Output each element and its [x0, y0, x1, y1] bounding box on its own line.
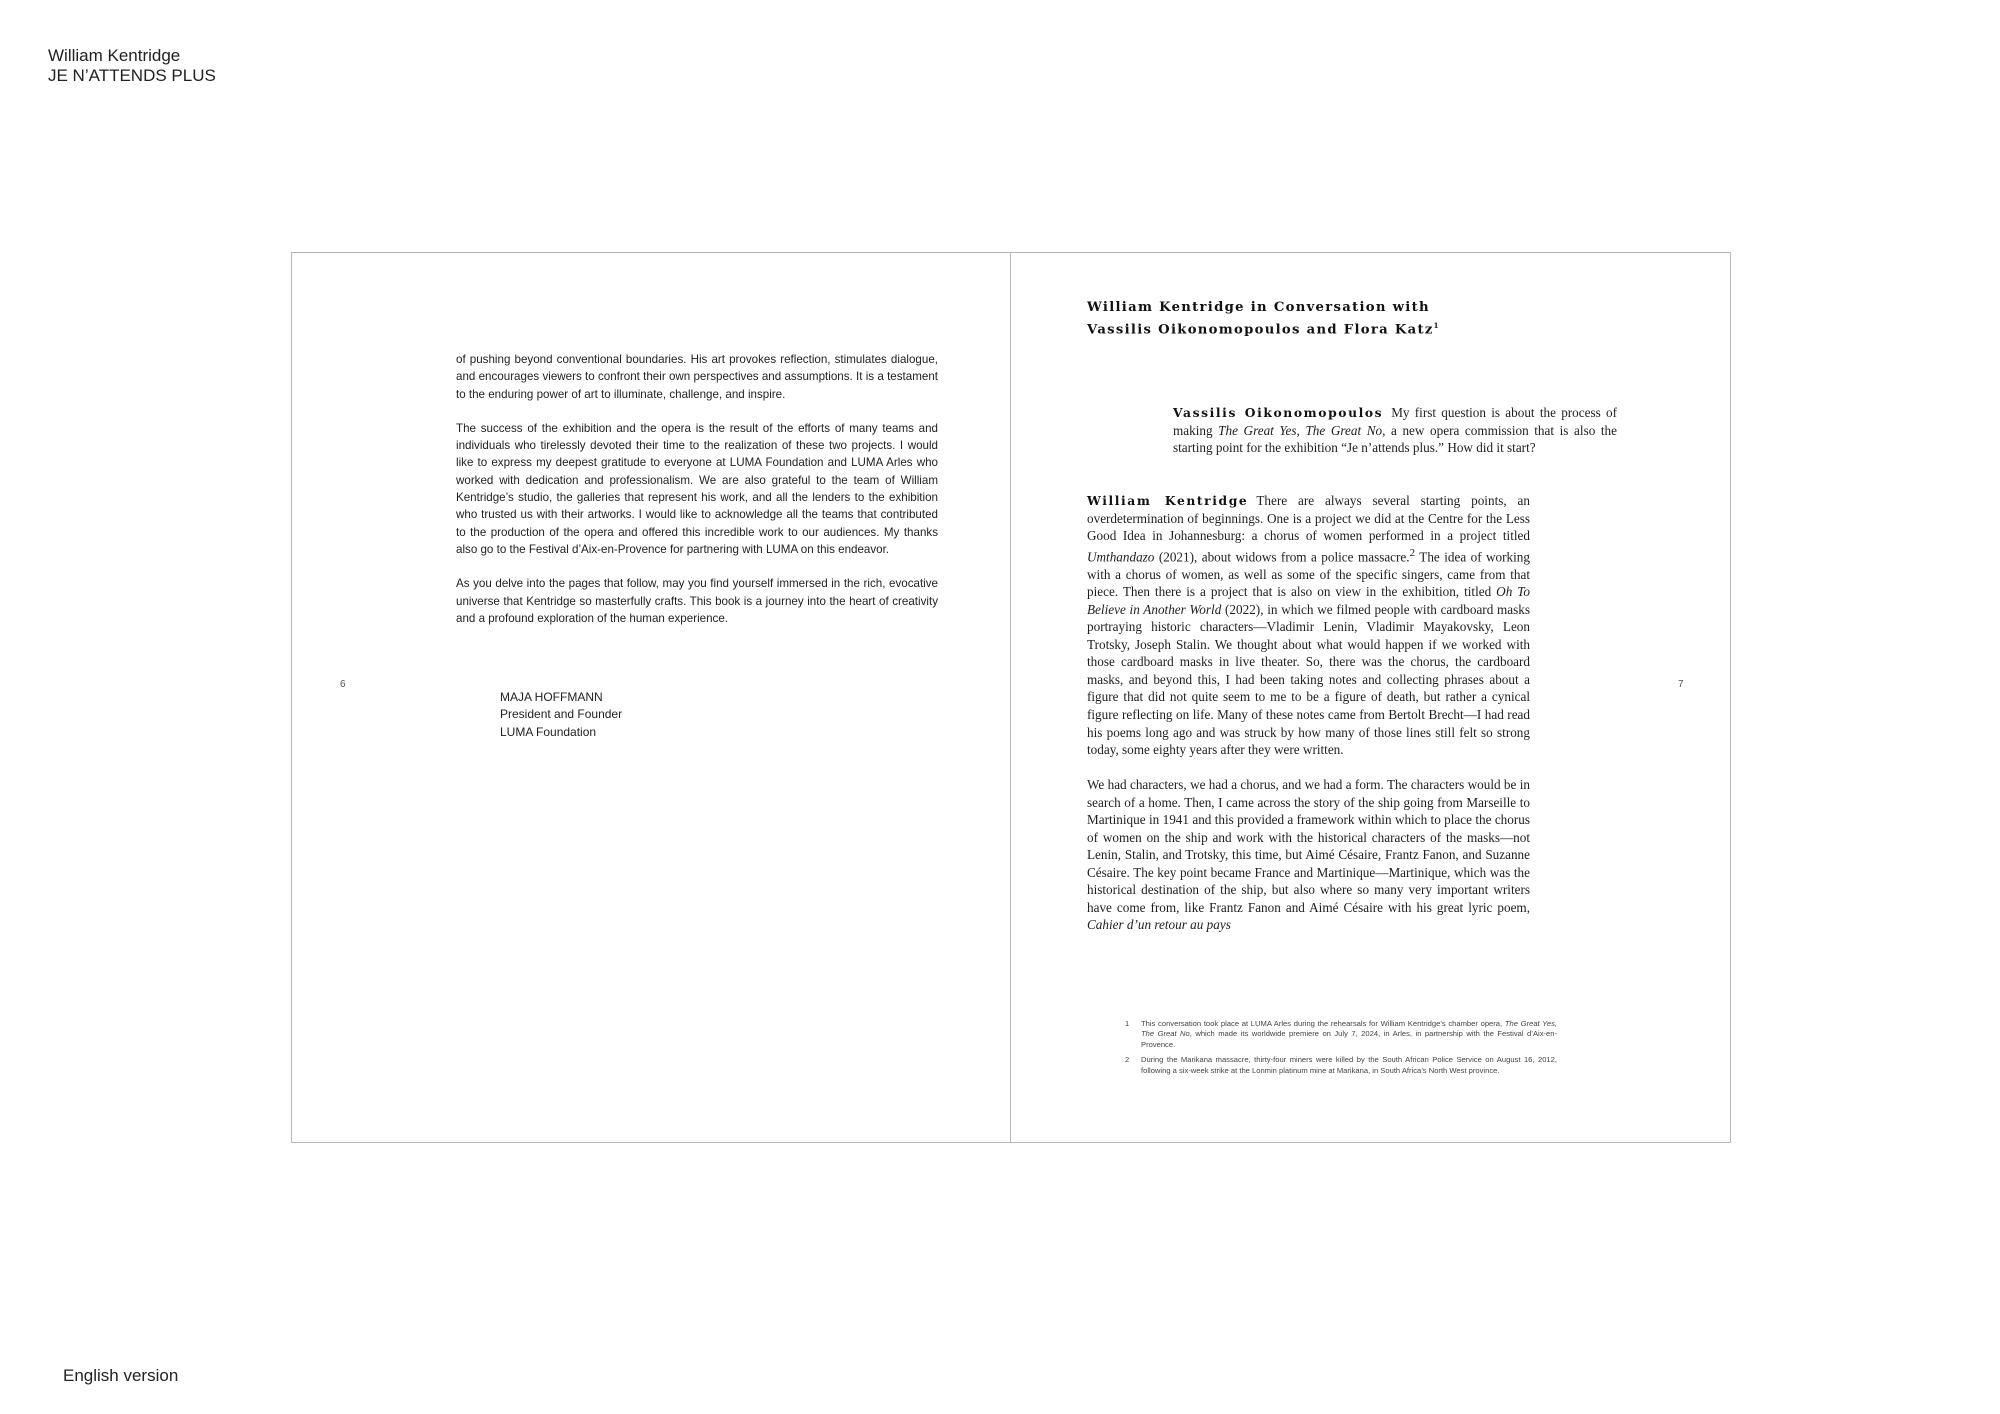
foreword-text: [456, 351, 938, 644]
paragraph: The success of the exhibition and the opera is the result of the efforts of many teams and individuals who tirelessly devoted their time to the realization of these two projects. I would like to express my deepest gratitude to everyone at LUMA Foundation and LUMA Arles who worked with dedication and professionalism. We are also grateful to the team of William Kentridge’s studio, the galleries that represent his work, and all the lenders to the exhibition who trusted us with their artworks. I would like to acknowledge all the teams that contributed to the production of the opera and offered this incredible work to our audiences. My thanks also go to the Festival d’Aix-en-Provence for partnering with LUMA on this endeavor.: [456, 421, 938, 556]
paragraph: As you delve into the pages that follow, may you find yourself immersed in the rich, evocative universe that Kentridge so masterfully crafts. This book is a journey into the heart of creativity and a profound exploration of the human experience.: [456, 577, 938, 625]
document-header: [48, 46, 216, 86]
title-line: Vassilis Oikonomopoulos and Flora Katz$^1$: [1087, 321, 1439, 338]
left-page: [292, 253, 1011, 1142]
book-title: JE N’ATTENDS PLUS: [48, 66, 216, 85]
answer-block: [1087, 492, 1530, 952]
footnote-ref: 1: [1433, 321, 1439, 330]
title-line: William Kentridge in Conversation with: [1087, 300, 1430, 315]
book-spread: [291, 252, 1731, 1143]
signature-block: [500, 689, 622, 741]
signature-name: MAJA HOFFMANN: [500, 690, 603, 704]
page-number-right: 7: [1678, 679, 1684, 690]
footnote: 2 During the Marikana massacre, thirty-four miners were killed by the South African Police Service on August 16, 2012, following a six-week strike at the Lonmin platinum mine at Marikana, in South Africa’s North West province.: [1125, 1055, 1557, 1075]
version-label: English version: [63, 1366, 179, 1385]
speaker-name: William Kentridge: [1087, 493, 1249, 508]
paragraph: of pushing beyond conventional boundaries. His art provokes reflection, stimulates dialogue, and encourages viewers to confront their own perspectives and assumptions. It is a testament to the enduring power of art to illuminate, challenge, and inspire.: [456, 353, 938, 401]
author-name: William Kentridge: [48, 46, 181, 65]
paragraph: William Kentridge There are always several starting points, an overdetermination of beginnings. One is a project we did at the Centre for the Less Good Idea in Johannesburg: a chorus of women performed in a project titled Umthandazo (2021), about widows from a police massacre.$^2$ The idea of working with a chorus of women, as well as some of the specific singers, came from that piece. Then there is a project that is also on view in the exhibition, titled Oh To Believe in Another World (2022), in which we filmed people with cardboard masks portraying historic characters—Vladimir Lenin, Vladimir Mayakovsky, Leon Trotsky, Joseph Stalin. We thought about what would happen if we worked with those cardboard masks in live theater. So, there was the chorus, the cardboard masks, and beyond this, I had been taking notes and collecting phrases about a figure that did not quite seem to me to be a figure of death, but rather a cynical figure reflecting on life. Many of these notes came from Bertolt Brecht—I had read his poems long ago and was struck by how many of those lines still felt so strong today, some eighty years after they were written.: [1087, 493, 1531, 758]
page-number-left: 6: [340, 679, 346, 690]
paragraph: We had characters, we had a chorus, and we had a form. The characters would be in search of a home. Then, I came across the story of the ship going from Marseille to Martinique in 1941 and this provided a framework within which to place the chorus of women on the ship and work with the historical characters of the masks—not Lenin, Stalin, and Trotsky, this time, but Aimé Césaire, Frantz Fanon, and Suzanne Césaire. The key point became France and Martinique—Martinique, which was the historical destination of the ship, but also where so many very important writers have come from, like Frantz Fanon and Aimé Césaire with his great lyric poem, Cahier d’un retour au pays: [1087, 777, 1530, 933]
footnote-number: 1: [1125, 1019, 1130, 1028]
right-page: [1011, 253, 1730, 1142]
signature-org: LUMA Foundation: [500, 724, 597, 739]
conversation-title: [1087, 299, 1439, 339]
signature-role: President and Founder: [500, 707, 623, 722]
footnote-number: 2: [1125, 1055, 1130, 1065]
speaker-name: Vassilis Oikonomopoulos: [1173, 405, 1384, 420]
footnote: 1 This conversation took place at LUMA Arles during the rehearsals for William Kentridge’s chamber opera, The Great Yes, The Great No, which made its worldwide premiere on July 7, 2024, in Arles, in partnership with the Festival d’Aix-en-Provence.: [1125, 1019, 1557, 1049]
footnotes: [1125, 1019, 1557, 1081]
footnote-ref: 2: [1409, 546, 1416, 559]
question-block: Vassilis Oikonomopoulos My first question is about the process of making The Great Yes, The Great No, a new opera commission that is also the starting point for the exhibition “Je n’attends plus.” How did it start?: [1173, 405, 1618, 456]
